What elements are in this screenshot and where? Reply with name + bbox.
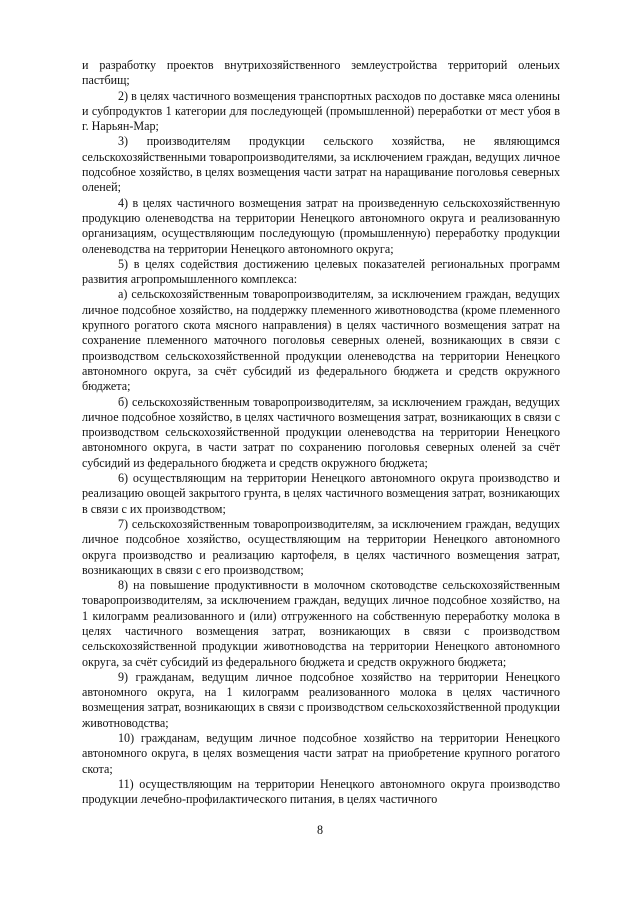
- paragraph-item-9: 9) гражданам, ведущим личное подсобное хозяйство на территории Ненецкого автономного округа, на 1 килограмм реализованного молока в целях частичного возмещения затрат, возникающих в связи с производством сельскохозяйственной продукции животноводства;: [82, 669, 560, 730]
- page-number: 8: [316, 823, 324, 837]
- paragraph-item-4: 4) в целях частичного возмещения затрат на произведенную сельскохозяйственную продукцию оленеводства на территории Ненецкого автономного округа и реализованную организациям, осуществляющим последующую (промышленную) переработку продукции оленеводства на территории Ненецкого автономного округа;: [82, 195, 560, 256]
- paragraph-item-10: 10) гражданам, ведущим личное подсобное хозяйство на территории Ненецкого автономного округа, в целях возмещения части затрат на приобретение крупного рогатого скота;: [82, 731, 560, 776]
- paragraph-item-11: 11) осуществляющим на территории Ненецкого автономного округа производство продукции лечебно-профилактического питания, в целях частичного: [82, 776, 560, 807]
- paragraph-item-5: 5) в целях содействия достижению целевых показателей региональных программ развития агропромышленного комплекса:: [82, 256, 560, 287]
- paragraph-item-7: 7) сельскохозяйственным товаропроизводителям, за исключением граждан, ведущих личное подсобное хозяйство, осуществляющим на территории Ненецкого автономного округа производство и реализацию картофеля, в целях частичного возмещения затрат, возникающих в связи с его производством;: [82, 516, 560, 577]
- paragraph-item-5a: а) сельскохозяйственным товаропроизводителям, за исключением граждан, ведущих личное подсобное хозяйство, на поддержку племенного животноводства (кроме племенного крупного рогатого скота мясного направления) в целях частичного возмещения затрат на сохранение племенного маточного поголовья северных оленей, возникающих в связи с производством сельскохозяйственной продукции оленеводства на территории Ненецкого автономного округа, за счёт субсидий из федерального бюджета и средств окружного бюджета;: [82, 287, 560, 394]
- document-body: [82, 58, 560, 808]
- paragraph-item-6: 6) осуществляющим на территории Ненецкого автономного округа производство и реализацию овощей закрытого грунта, в целях частичного возмещения затрат, возникающих в связи с их производством;: [82, 471, 560, 516]
- paragraph-item-3: 3) производителям продукции сельского хозяйства, не являющимся сельскохозяйственными товаропроизводителями, за исключением граждан, ведущих личное подсобное хозяйство, в целях возмещения части затрат на наращивание поголовья северных оленей;: [82, 134, 560, 195]
- paragraph-item-5b: б) сельскохозяйственным товаропроизводителям, за исключением граждан, ведущих личное подсобное хозяйство, в целях частичного возмещения затрат, возникающих в связи с производством сельскохозяйственной продукции оленеводства на территории Ненецкого автономного округа, в части затрат по сохранению поголовья северных оленей за счёт субсидий из федерального бюджета и средств окружного бюджета;: [82, 394, 560, 470]
- paragraph-item-2: 2) в целях частичного возмещения транспортных расходов по доставке мяса оленины и субпродуктов 1 категории для последующей (промышленной) переработки от мест убоя в г. Нарьян-Мар;: [82, 88, 560, 134]
- paragraph-item-8: 8) на повышение продуктивности в молочном скотоводстве сельскохозяйственным товаропроизводителям, за исключением граждан, ведущих личное подсобное хозяйство, на 1 килограмм реализованного и (или) отгруженного на собственную переработку молока в целях частичного возмещения затрат, возникающих в связи с производством сельскохозяйственной продукции животноводства на территории Ненецкого автономного округа, за счёт субсидий из федерального бюджета и средств окружного бюджета;: [82, 578, 560, 669]
- paragraph-continuation: и разработку проектов внутрихозяйственного землеустройства территорий оленьих пастбищ;: [82, 58, 560, 88]
